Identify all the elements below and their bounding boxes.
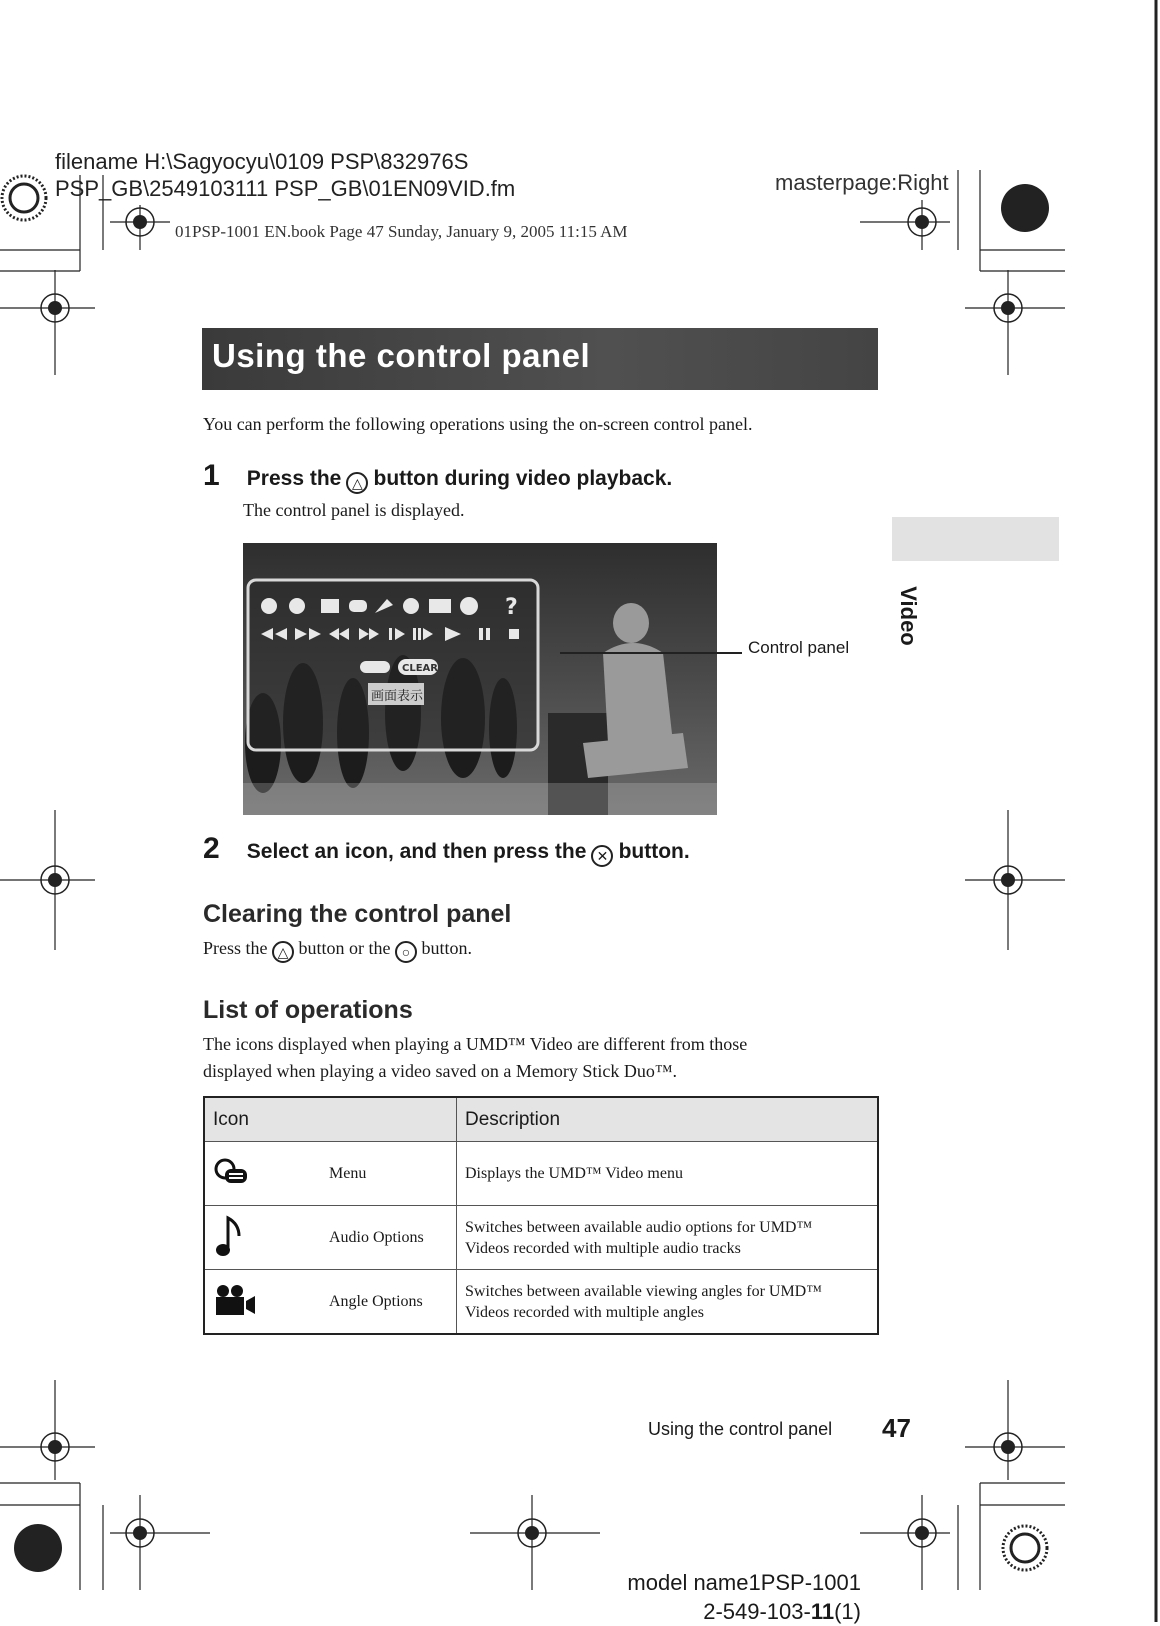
list-intro-line-2: displayed when playing a video saved on a Memory Stick Duo™. — [203, 1061, 678, 1081]
menu-name: Menu — [321, 1142, 457, 1206]
model-code: 2-549-103- — [703, 1599, 811, 1624]
display-label: 画面表示 — [371, 689, 424, 704]
list-intro-line-1: The icons displayed when playing a UMD™ Video are different from those — [203, 1034, 748, 1054]
side-label-text: Video — [896, 586, 921, 646]
model-info — [619, 1568, 861, 1626]
angle-icon — [204, 1270, 321, 1335]
circle-button-icon: ○ — [395, 941, 417, 963]
step-2-text-after: button. — [618, 840, 690, 863]
filename-header — [55, 148, 515, 202]
triangle-button-icon: △ — [272, 941, 294, 963]
section-title: Using the control panel — [212, 337, 591, 374]
masterpage-label: masterpage:Right — [775, 170, 949, 195]
filename-line-2: PSP_GB\2549103111 PSP_GB\01EN09VID.fm — [55, 176, 516, 201]
footer-section-title: Using the control panel — [648, 1419, 833, 1439]
clearing-text — [203, 935, 472, 963]
table-header-row — [204, 1097, 878, 1142]
control-panel-callout: Control panel — [748, 638, 850, 657]
step-1 — [203, 459, 672, 494]
section-title-bar — [202, 328, 878, 390]
control-panel-screenshot — [243, 543, 717, 815]
model-code-bold: 11 — [810, 1599, 835, 1624]
angle-desc — [457, 1270, 879, 1335]
clearing-text-2: button or the — [298, 938, 391, 958]
video-frame — [243, 543, 717, 815]
audio-desc-line-2: Videos recorded with multiple audio tracks — [465, 1239, 741, 1257]
model-code-suffix: (1) — [834, 1599, 861, 1624]
audio-desc — [457, 1206, 879, 1270]
filename-line-1: filename H:\Sagyocyu\0109 PSP\832976S — [55, 149, 469, 174]
step-2 — [203, 832, 690, 867]
table-row — [204, 1206, 878, 1270]
step-1-number: 1 — [203, 459, 220, 492]
table-row — [204, 1270, 878, 1335]
step-1-text-before: Press the — [246, 467, 342, 490]
step-2-text-before: Select an icon, and then press the — [246, 840, 587, 863]
description-column-header: Description — [457, 1097, 879, 1142]
step-1-text-after: button during video playback. — [373, 467, 673, 490]
book-info: 01PSP-1001 EN.book Page 47 Sunday, January 9, 2005 11:15 AM — [175, 222, 628, 241]
list-heading: List of operations — [203, 996, 413, 1024]
audio-desc-line-1: Switches between available audio options for UMD™ — [465, 1218, 813, 1236]
clearing-heading: Clearing the control panel — [203, 900, 512, 928]
menu-icon — [204, 1142, 321, 1206]
angle-desc-line-2: Videos recorded with multiple angles — [465, 1303, 704, 1321]
step-1-subtext: The control panel is displayed. — [243, 500, 465, 520]
audio-name: Audio Options — [321, 1206, 457, 1270]
cross-button-icon: ✕ — [591, 845, 613, 867]
side-tab-marker — [892, 517, 1059, 561]
control-panel-callout-line — [560, 652, 742, 654]
page-number: 47 — [882, 1413, 911, 1443]
intro-text: You can perform the following operations using the on-screen control panel. — [203, 414, 753, 434]
list-intro — [203, 1031, 747, 1085]
side-video-label — [888, 576, 928, 656]
help-question: ? — [505, 595, 518, 620]
menu-desc: Displays the UMD™ Video menu — [457, 1142, 879, 1206]
model-line-1: model name1PSP-1001 — [627, 1570, 861, 1595]
clearing-text-1: Press the — [203, 938, 268, 958]
step-2-number: 2 — [203, 832, 220, 865]
icon-column-header: Icon — [204, 1097, 457, 1142]
clearing-text-3: button. — [421, 938, 473, 958]
table-row — [204, 1142, 878, 1206]
operations-table — [203, 1096, 879, 1335]
triangle-button-icon: △ — [346, 472, 368, 494]
angle-name: Angle Options — [321, 1270, 457, 1335]
clear-label: CLEAR — [402, 663, 438, 674]
angle-desc-line-1: Switches between available viewing angles for UMD™ — [465, 1282, 822, 1300]
audio-icon — [204, 1206, 321, 1270]
